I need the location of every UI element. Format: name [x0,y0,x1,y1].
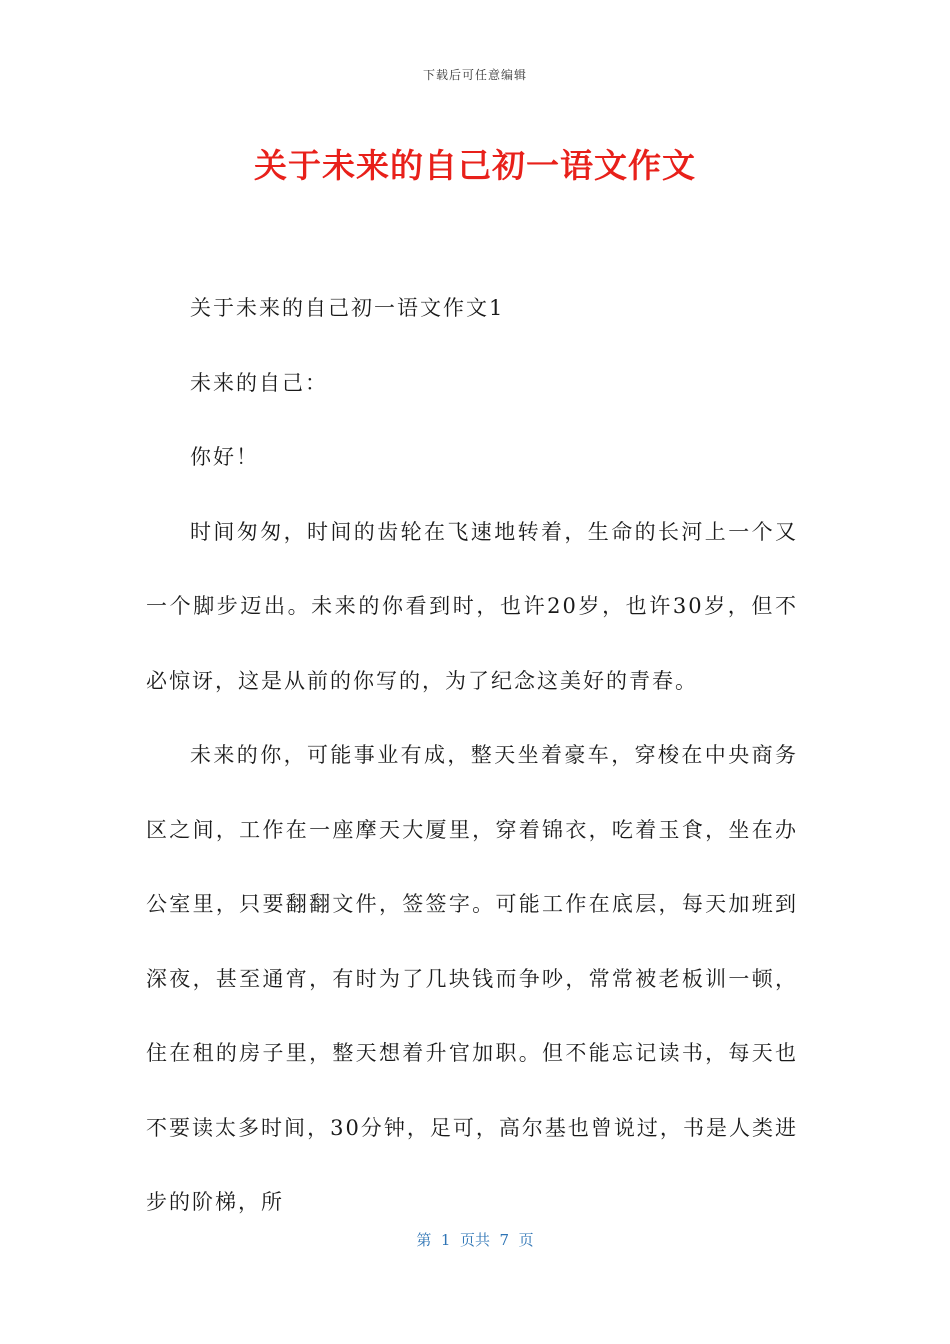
page-header-note: 下载后可任意编辑 [422,68,527,82]
document-body [146,271,798,1240]
paragraph-salutation: 未来的自己： [190,370,328,395]
paragraph-heading: 关于未来的自己初一语文作文1 [190,296,505,320]
paragraph-time-passing: 时间匆匆，时间的齿轮在飞速地转着，生命的长河上一个又一个脚步迈出。未来的你看到时，也许20岁，也许30岁，但不必惊讶，这是从前的你写的，为了纪念这美好的青春。 [146,519,798,693]
paragraph-future-self: 未来的你，可能事业有成，整天坐着豪车，穿梭在中央商务区之间，工作在一座摩天大厦里，穿着锦衣，吃着玉食，坐在办公室里，只要翻翻文件，签签字。可能工作在底层，每天加班到深夜，甚至通宵，有时为了几块钱而争吵，常常被老板训一顿，住在租的房子里，整天想着升官加职。但不能忘记读书，每天也不要读太多时间，30分钟，足可，高尔基也曾说过，书是人类进步的阶梯，所 [146,743,798,1214]
paragraph-greeting: 你好！ [190,445,259,469]
document-title: 关于未来的自己初一语文作文 [254,146,696,185]
page-number-footer: 第 1 页共 7 页 [416,1231,534,1249]
